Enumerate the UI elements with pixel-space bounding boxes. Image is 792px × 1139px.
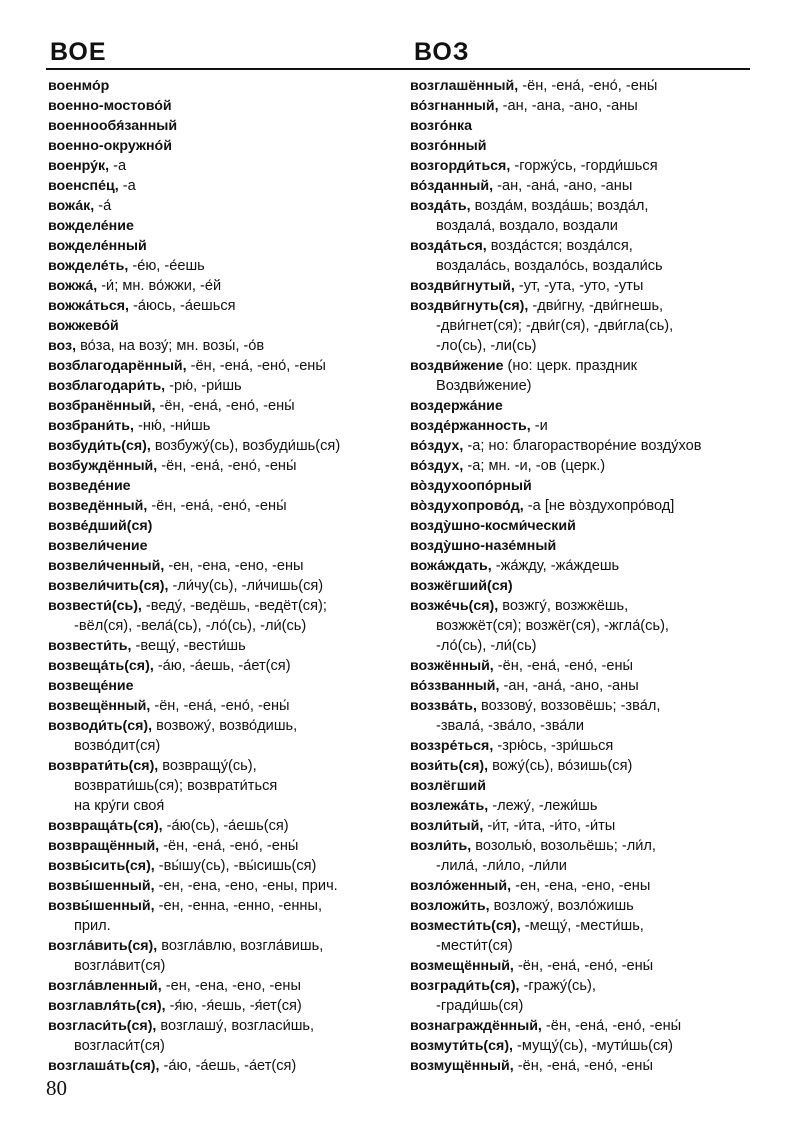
header-rule — [46, 68, 750, 70]
entry-forms: -ан, -ана́, -ано, -аны — [499, 678, 639, 694]
dictionary-entry — [48, 656, 398, 676]
headword: во́здух, — [410, 458, 464, 474]
entry-forms: -мущу́(сь), -мути́шь(ся) — [512, 1038, 674, 1054]
page-number: 80 — [46, 1076, 67, 1100]
dictionary-entry — [410, 516, 760, 536]
headword: возбуди́ть(ся), — [48, 438, 151, 454]
headword: возда́ться, — [410, 238, 487, 254]
dictionary-entry — [410, 1016, 760, 1036]
dictionary-entry — [48, 336, 398, 356]
dictionary-entry — [48, 536, 398, 556]
entry-forms: -дви́гнет(ся); -дви́г(ся), -дви́гла(сь), — [436, 318, 674, 334]
dictionary-entry — [410, 556, 760, 576]
entry-forms: -ен, -ена, -ено, -ены — [511, 878, 651, 894]
entry-forms: -лила́, -ли́ло, -ли́ли — [436, 858, 567, 874]
entry-forms: -ён, -ена́, -ено́, -ены́ — [159, 838, 299, 854]
entry-forms: возгла́влю, возгла́вишь, — [157, 938, 324, 954]
dictionary-entry — [410, 796, 760, 816]
entry-forms: Воздви́жение) — [436, 378, 532, 394]
headword: вожжа́ться, — [48, 298, 129, 314]
dictionary-entry — [48, 136, 398, 156]
dictionary-entry — [48, 296, 398, 316]
entry-forms: -и́т, -и́та, -и́то, -и́ты — [483, 818, 616, 834]
dictionary-entry — [410, 756, 760, 776]
entry-forms: возвращу́(сь), — [158, 758, 257, 774]
entry-continuation — [48, 616, 398, 636]
entry-forms: -а́ — [94, 198, 112, 214]
dictionary-entry — [48, 816, 398, 836]
entry-forms: возгласи́т(ся) — [74, 1038, 165, 1054]
entry-forms: -ен, -ена, -ено, -ены — [164, 558, 304, 574]
entry-forms: -вещу́, -вести́шь — [131, 638, 246, 654]
headword: вожа́ждать, — [410, 558, 492, 574]
dictionary-entry — [48, 1016, 398, 1036]
dictionary-entry — [410, 916, 760, 936]
headword: возвращённый, — [48, 838, 160, 854]
entry-forms: -ён, -ена́, -ено́, -ены́ — [147, 498, 287, 514]
entry-continuation — [410, 216, 760, 236]
dictionary-entry — [410, 816, 760, 836]
dictionary-entry — [48, 716, 398, 736]
entry-forms: -ут, -ута, -уто, -уты — [514, 278, 644, 294]
headword: воззва́ть, — [410, 698, 477, 714]
entry-forms: -ло(сь), -ли(сь) — [436, 338, 537, 354]
dictionary-entry — [48, 116, 398, 136]
entry-forms: -ён, -ена́, -ено́, -ены́ — [518, 78, 658, 94]
headword: возвещённый, — [48, 698, 151, 714]
headword: возвы́сить(ся), — [48, 858, 155, 874]
headword: возвели́ченный, — [48, 558, 165, 574]
entry-forms: -а́юсь, -а́ешься — [128, 298, 236, 314]
dictionary-entry — [410, 776, 760, 796]
dictionary-entry — [48, 1056, 398, 1076]
entry-forms: -ню́, -ни́шь — [133, 418, 211, 434]
headword: возже́чь(ся), — [410, 598, 499, 614]
dictionary-entry — [48, 976, 398, 996]
dictionary-entry — [410, 236, 760, 256]
headword: возве́дший(ся) — [48, 518, 153, 534]
entry-forms: воззову́, воззовёшь; -зва́л, — [476, 698, 661, 714]
entry-continuation — [410, 616, 760, 636]
entry-forms: -а; мн. -и, -ов (церк.) — [463, 458, 606, 474]
entry-forms: -а́ю, -а́ешь, -а́ет(ся) — [153, 658, 291, 674]
entry-forms: на кру́ги своя́ — [74, 798, 165, 814]
entry-continuation — [410, 336, 760, 356]
entry-forms: -ён, -ена́, -ено́, -ены́ — [186, 358, 326, 374]
entry-forms: -ли́чу(сь), -ли́чишь(ся) — [168, 578, 324, 594]
headword: военно-мостово́й — [48, 98, 172, 114]
dictionary-entry — [410, 896, 760, 916]
dictionary-entry — [410, 836, 760, 856]
entry-forms: возглашу́, возгласи́шь, — [156, 1018, 315, 1034]
headword: возведённый, — [48, 498, 148, 514]
dictionary-entry — [410, 436, 760, 456]
headword: во́згнанный, — [410, 98, 499, 114]
headword: возглашённый, — [410, 78, 519, 94]
headword: возду̀шно-косми́ческий — [410, 518, 576, 534]
headword: военнообя́занный — [48, 118, 178, 134]
dictionary-entry — [48, 456, 398, 476]
headword: возгла́вленный, — [48, 978, 162, 994]
entry-forms: -лежу́, -лежи́шь — [488, 798, 598, 814]
entry-forms: -вёл(ся), -вела́(сь), -ло́(сь), -ли́(сь) — [74, 618, 307, 634]
entry-forms: -ан, -ана́, -ано, -аны — [493, 178, 633, 194]
dictionary-entry — [48, 496, 398, 516]
dictionary-entry — [48, 516, 398, 536]
headword: возду̀шно-назе́мный — [410, 538, 557, 554]
entry-continuation — [48, 796, 398, 816]
dictionary-entry — [410, 696, 760, 716]
entry-forms: возолью́, возольёшь; -ли́л, — [471, 838, 656, 854]
entry-forms: возда́м, возда́шь; возда́л, — [470, 198, 649, 214]
right-guide-word: ВОЗ — [414, 38, 470, 66]
entry-forms: воздала́сь, воздало́сь, воздали́сь — [436, 258, 663, 274]
dictionary-entry — [410, 276, 760, 296]
headword: возмути́ть(ся), — [410, 1038, 513, 1054]
entry-forms: -е́ю, -е́ешь — [128, 258, 205, 274]
headword: возгорди́ться, — [410, 158, 511, 174]
headword: вожжа́, — [48, 278, 98, 294]
dictionary-entry — [48, 836, 398, 856]
entry-forms: -ен, -ена, -ено, -ены — [161, 978, 301, 994]
entry-forms: -рю́, -ри́шь — [165, 378, 242, 394]
headword: возглавля́ть(ся), — [48, 998, 166, 1014]
entry-forms: -и́; мн. во́жжи, -е́й — [97, 278, 222, 294]
headword: военмо́р — [48, 78, 110, 94]
headword: во̀здухоопо́рный — [410, 478, 532, 494]
headword: возвели́чить(ся), — [48, 578, 169, 594]
dictionary-entry — [48, 936, 398, 956]
dictionary-entry — [48, 256, 398, 276]
entry-forms: -а́ю, -а́ешь, -а́ет(ся) — [159, 1058, 297, 1074]
entry-forms: -ан, -ана, -ано, -аны — [498, 98, 638, 114]
headword: воздви́жение — [410, 358, 504, 374]
entry-forms: -горжу́сь, -горди́шься — [510, 158, 658, 174]
headword: вози́ть(ся), — [410, 758, 489, 774]
entry-forms: -гражу́(сь), — [519, 978, 596, 994]
dictionary-entry — [48, 556, 398, 576]
headword: военно-окружно́й — [48, 138, 172, 154]
dictionary-entry — [410, 176, 760, 196]
headword: возвести́ть, — [48, 638, 132, 654]
entry-forms: возжжёт(ся); возжёг(ся), -жгла́(сь), — [436, 618, 669, 634]
entry-forms: -дви́гну, -дви́гнешь, — [528, 298, 664, 314]
dictionary-entry — [48, 276, 398, 296]
headword: вожделе́ть, — [48, 258, 129, 274]
headword: вознаграждённый, — [410, 1018, 542, 1034]
entry-forms: -а — [109, 158, 127, 174]
headword: возде́ржанность, — [410, 418, 531, 434]
entry-continuation — [48, 1036, 398, 1056]
headword: воздви́гнуть(ся), — [410, 298, 529, 314]
headword: возвы́шенный, — [48, 898, 155, 914]
entry-forms: возврати́шь(ся); возврати́ться — [74, 778, 278, 794]
entry-continuation — [48, 736, 398, 756]
headword: возвраща́ть(ся), — [48, 818, 163, 834]
dictionary-entry — [410, 396, 760, 416]
dictionary-entry — [410, 596, 760, 616]
entry-forms: -мести́т(ся) — [436, 938, 513, 954]
entry-forms: возложу́, возло́жишь — [489, 898, 634, 914]
dictionary-entry — [48, 176, 398, 196]
entry-continuation — [48, 916, 398, 936]
right-column — [410, 76, 760, 1076]
headword: воз, — [48, 338, 77, 354]
headword: возлёгший — [410, 778, 486, 794]
entry-continuation — [410, 856, 760, 876]
dictionary-entry — [410, 496, 760, 516]
dictionary-entry — [48, 316, 398, 336]
dictionary-entry — [410, 736, 760, 756]
dictionary-entry — [410, 656, 760, 676]
page-header — [46, 38, 750, 70]
headword: возвеща́ть(ся), — [48, 658, 154, 674]
entry-forms: возбужу́(сь), возбуди́шь(ся) — [150, 438, 341, 454]
headword: вожделе́нный — [48, 238, 147, 254]
headword: вожделе́ние — [48, 218, 134, 234]
entry-continuation — [410, 636, 760, 656]
dictionary-entry — [410, 876, 760, 896]
entry-forms: -ён, -ена́, -ено́, -ены́ — [493, 658, 633, 674]
headword: во̀здухопрово́д, — [410, 498, 524, 514]
entry-continuation — [410, 936, 760, 956]
headword: возвеще́ние — [48, 678, 134, 694]
dictionary-entry — [48, 376, 398, 396]
entry-forms: -веду́, -ведёшь, -ведёт(ся); — [141, 598, 327, 614]
entry-forms: возжгу́, возжжёшь, — [498, 598, 629, 614]
dictionary-entry — [48, 76, 398, 96]
dictionary-entry — [48, 416, 398, 436]
dictionary-entry — [48, 996, 398, 1016]
dictionary-entry — [410, 196, 760, 216]
entry-forms: -вы́шу(сь), -вы́сишь(ся) — [154, 858, 317, 874]
headword: возбуждённый, — [48, 458, 158, 474]
headword: воззре́ться, — [410, 738, 494, 754]
entry-forms: возвожу́, возво́дишь, — [152, 718, 298, 734]
dictionary-entry — [410, 136, 760, 156]
entry-forms: -ен, -енна, -енно, -енны, — [154, 898, 323, 914]
headword: возводи́ть(ся), — [48, 718, 153, 734]
dictionary-entry — [410, 956, 760, 976]
entry-forms: прил. — [74, 918, 111, 934]
entry-continuation — [410, 716, 760, 736]
dictionary-entry — [410, 356, 760, 376]
entry-forms: (но: церк. праздник — [503, 358, 638, 374]
entry-forms: -а [не во̀здухопро́вод] — [523, 498, 675, 514]
headword: во́зданный, — [410, 178, 494, 194]
dictionary-entry — [410, 976, 760, 996]
dictionary-entry — [410, 156, 760, 176]
entry-forms: возво́дит(ся) — [74, 738, 161, 754]
entry-forms: во́за, на возу́; мн. возы́, -о́в — [76, 338, 265, 354]
left-column — [48, 76, 398, 1076]
headword: возжённый, — [410, 658, 494, 674]
entry-forms: возгла́вит(ся) — [74, 958, 166, 974]
headword: во́ззванный, — [410, 678, 500, 694]
dictionary-entry — [410, 1036, 760, 1056]
entry-forms: -ён, -ена́, -ено́, -ены́ — [155, 398, 295, 414]
dictionary-entry — [48, 436, 398, 456]
entry-continuation — [410, 316, 760, 336]
dictionary-entry — [410, 456, 760, 476]
entry-forms: -звала́, -зва́ло, -зва́ли — [436, 718, 585, 734]
dictionary-entry — [410, 116, 760, 136]
dictionary-entry — [410, 676, 760, 696]
headword: вожжево́й — [48, 318, 119, 334]
headword: воздержа́ние — [410, 398, 503, 414]
headword: военспе́ц, — [48, 178, 119, 194]
dictionary-entry — [48, 576, 398, 596]
headword: возглаша́ть(ся), — [48, 1058, 160, 1074]
dictionary-entry — [48, 96, 398, 116]
entry-forms: -жа́жду, -жа́ждешь — [491, 558, 620, 574]
headword: возгла́вить(ся), — [48, 938, 158, 954]
headword: возведе́ние — [48, 478, 131, 494]
dictionary-entry — [48, 396, 398, 416]
entry-forms: -ён, -ена́, -ено́, -ены́ — [513, 1058, 653, 1074]
headword: возгради́ть(ся), — [410, 978, 520, 994]
headword: возго́нный — [410, 138, 487, 154]
entry-forms: -ён, -ена́, -ено́, -ены́ — [150, 698, 290, 714]
dictionary-entry — [48, 876, 398, 896]
dictionary-entry — [48, 696, 398, 716]
headword: возло́женный, — [410, 878, 512, 894]
dictionary-entry — [48, 216, 398, 236]
headword: возго́нка — [410, 118, 473, 134]
entry-forms: вожу́(сь), во́зишь(ся) — [488, 758, 633, 774]
entry-forms: воздала́, воздало, воздали — [436, 218, 618, 234]
headword: возвели́чение — [48, 538, 148, 554]
entry-continuation — [48, 776, 398, 796]
entry-forms: -а́ю(сь), -а́ешь(ся) — [162, 818, 289, 834]
entry-continuation — [48, 956, 398, 976]
headword: возли́ть, — [410, 838, 472, 854]
headword: вожа́к, — [48, 198, 95, 214]
left-guide-word: ВОЕ — [50, 38, 107, 66]
entry-forms: -ен, -ена, -ено, -ены, прич. — [154, 878, 338, 894]
headword: во́здух, — [410, 438, 464, 454]
dictionary-entry — [48, 196, 398, 216]
entry-forms: -ло́(сь), -ли́(сь) — [436, 638, 537, 654]
entry-forms: -мещу́, -мести́шь, — [520, 918, 644, 934]
dictionary-entry — [410, 76, 760, 96]
entry-forms: -гради́шь(ся) — [436, 998, 524, 1014]
headword: возблагодари́ть, — [48, 378, 166, 394]
headword: возмести́ть(ся), — [410, 918, 521, 934]
entry-continuation — [410, 996, 760, 1016]
headword: военру́к, — [48, 158, 110, 174]
headword: возврати́ть(ся), — [48, 758, 159, 774]
dictionary-entry — [48, 356, 398, 376]
dictionary-entry — [410, 416, 760, 436]
dictionary-entry — [48, 476, 398, 496]
entry-forms: -а; но: благорастворе́ние возду́хов — [463, 438, 702, 454]
dictionary-entry — [48, 236, 398, 256]
headword: возбрани́ть, — [48, 418, 134, 434]
entry-continuation — [410, 376, 760, 396]
dictionary-entry — [48, 856, 398, 876]
entry-forms: -ён, -ена́, -ено́, -ены́ — [541, 1018, 682, 1034]
entry-forms: -ён, -ена́, -ено́, -ены́ — [513, 958, 654, 974]
entry-continuation — [410, 256, 760, 276]
dictionary-entry — [410, 476, 760, 496]
dictionary-entry — [410, 576, 760, 596]
entry-forms: -ён, -ена́, -ено́, -ены́ — [157, 458, 297, 474]
headword: возли́тый, — [410, 818, 484, 834]
headword: возда́ть, — [410, 198, 471, 214]
headword: возбранённый, — [48, 398, 156, 414]
dictionary-entry — [48, 636, 398, 656]
headword: возгласи́ть(ся), — [48, 1018, 157, 1034]
entry-forms: возда́стся; возда́лся, — [486, 238, 633, 254]
headword: возмущённый, — [410, 1058, 514, 1074]
headword: возвести́(сь), — [48, 598, 142, 614]
dictionary-entry — [48, 156, 398, 176]
entry-forms: -зрю́сь, -зри́шься — [493, 738, 614, 754]
dictionary-entry — [410, 96, 760, 116]
dictionary-entry — [48, 896, 398, 916]
headword: возложи́ть, — [410, 898, 490, 914]
headword: возмещённый, — [410, 958, 514, 974]
dictionary-entry — [48, 756, 398, 776]
dictionary-entry — [48, 596, 398, 616]
dictionary-entry — [48, 676, 398, 696]
dictionary-entry — [410, 296, 760, 316]
headword: возвы́шенный, — [48, 878, 155, 894]
entry-forms: -я́ю, -я́ешь, -я́ет(ся) — [165, 998, 302, 1014]
entry-forms: -и — [530, 418, 548, 434]
headword: возблагодарённый, — [48, 358, 187, 374]
headword: возлежа́ть, — [410, 798, 489, 814]
dictionary-entry — [410, 536, 760, 556]
headword: возжёгший(ся) — [410, 578, 513, 594]
entry-forms: -а — [118, 178, 136, 194]
headword: воздви́гнутый, — [410, 278, 515, 294]
dictionary-entry — [410, 1056, 760, 1076]
